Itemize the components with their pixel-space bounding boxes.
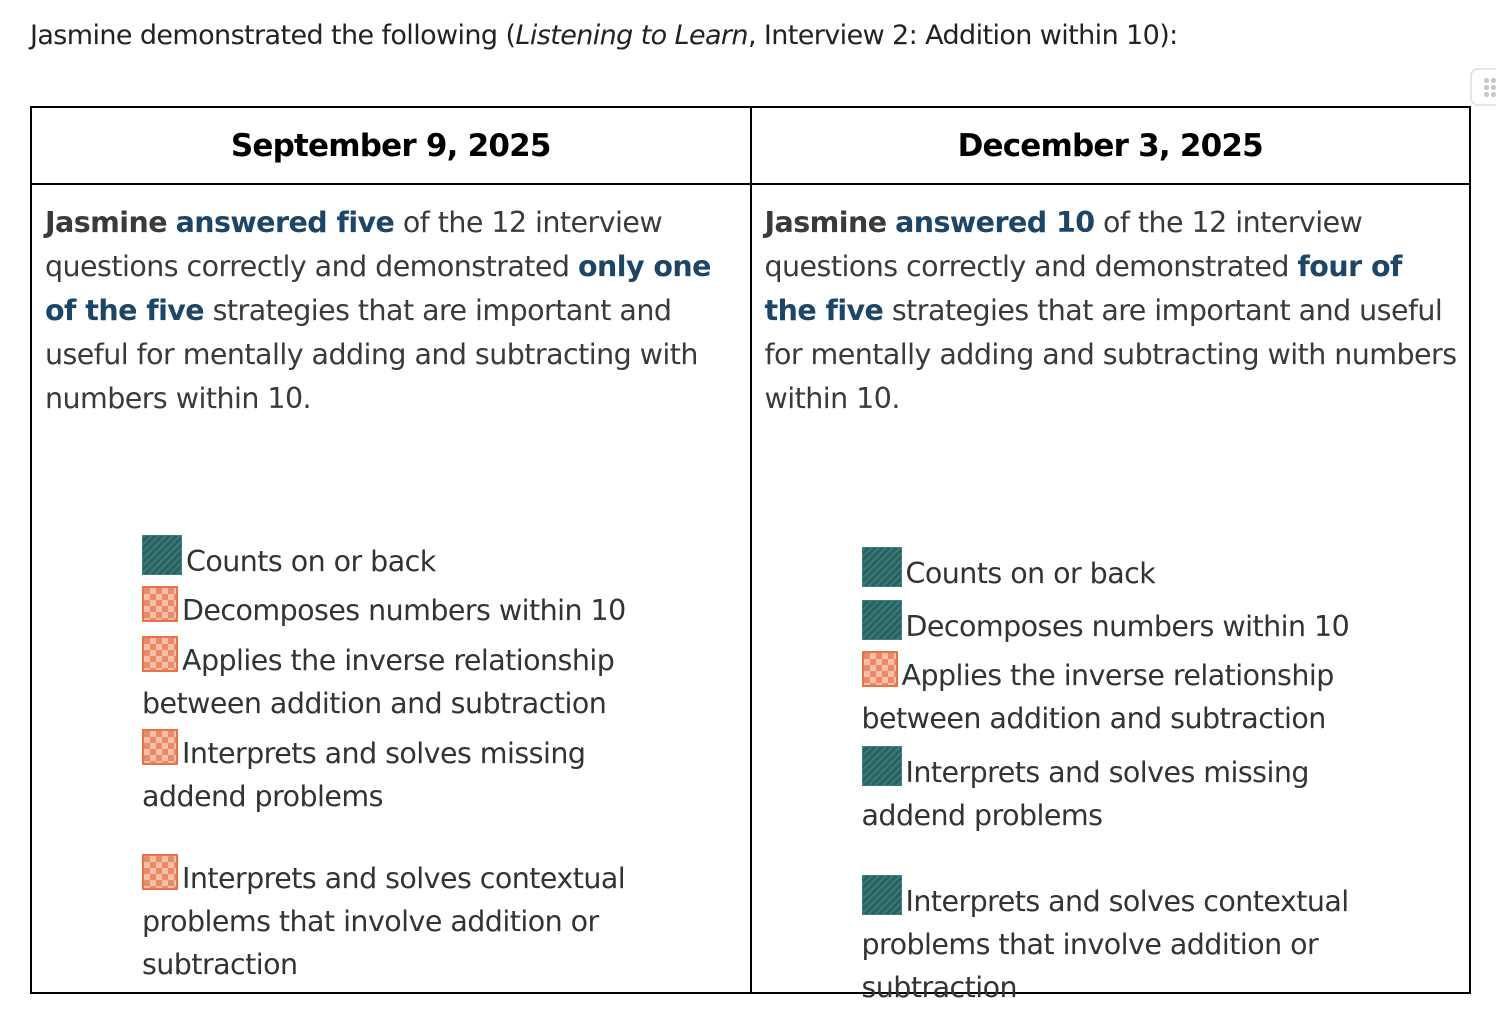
comparison-table bbox=[30, 106, 1471, 1004]
not-demonstrated-swatch-icon bbox=[862, 651, 898, 687]
column-header-september: September 9, 2025 bbox=[31, 107, 751, 184]
strategies-count: four of the five bbox=[764, 250, 1402, 327]
strategy-item bbox=[862, 547, 1450, 595]
demonstrated-swatch-icon bbox=[862, 746, 902, 786]
strategy-item bbox=[862, 651, 1410, 740]
summary-text: of the 12 interview questions correctly and demonstrated bbox=[764, 206, 1363, 283]
demonstrated-swatch-icon bbox=[862, 547, 902, 587]
not-demonstrated-swatch-icon bbox=[142, 636, 178, 672]
summary-paragraph bbox=[765, 201, 1458, 421]
summary-text: strategies that are important and useful for mentally adding and subtracting with numbers within 10. bbox=[45, 294, 698, 415]
strategy-label: Interprets and solves contextual problems that involve addition or subtraction bbox=[861, 885, 1349, 1004]
strategy-label: Decomposes numbers within 10 bbox=[182, 594, 626, 627]
column-header-december: December 3, 2025 bbox=[751, 107, 1471, 184]
strategy-label: Counts on or back bbox=[905, 557, 1156, 590]
strategy-label: Interprets and solves missing addend problems bbox=[861, 756, 1309, 832]
not-demonstrated-swatch-icon bbox=[142, 586, 178, 622]
strategy-item bbox=[142, 586, 730, 632]
grip-dots-icon bbox=[1483, 77, 1496, 99]
intro-prefix: Jasmine demonstrated the following ( bbox=[30, 20, 516, 51]
strategy-label: Applies the inverse relationship between addition and subtraction bbox=[861, 659, 1334, 735]
strategy-item bbox=[862, 746, 1380, 837]
strategy-item bbox=[142, 854, 700, 986]
summary-paragraph bbox=[45, 201, 738, 421]
strategy-label: Applies the inverse relationship between addition and subtraction bbox=[142, 644, 615, 720]
student-name: Jasmine bbox=[45, 206, 168, 239]
cell-december bbox=[751, 184, 1471, 1004]
strategies-count: only one of the five bbox=[45, 250, 711, 327]
cell-september bbox=[31, 184, 751, 993]
intro-suffix: , Interview 2: Addition within 10): bbox=[747, 20, 1178, 51]
strategy-item bbox=[862, 875, 1420, 1009]
strategy-label: Interprets and solves contextual problems that involve addition or subtraction bbox=[142, 862, 626, 981]
student-name: Jasmine bbox=[764, 206, 887, 239]
table-body-row bbox=[31, 184, 1470, 993]
answered-count: answered five bbox=[175, 206, 395, 239]
answered-count: answered 10 bbox=[895, 206, 1095, 239]
strategy-label: Interprets and solves missing addend problems bbox=[142, 737, 586, 813]
summary-text: of the 12 interview questions correctly and demonstrated bbox=[45, 206, 663, 283]
strategy-item bbox=[142, 636, 690, 725]
source-title: Listening to Learn bbox=[515, 20, 748, 51]
summary-text: strategies that are important and useful for mentally adding and subtracting with numbers within 10. bbox=[764, 294, 1457, 415]
not-demonstrated-swatch-icon bbox=[142, 729, 178, 765]
strategy-label: Counts on or back bbox=[186, 545, 436, 578]
strategy-item bbox=[142, 729, 660, 818]
demonstrated-swatch-icon bbox=[862, 875, 902, 915]
strategy-item bbox=[862, 600, 1450, 648]
strategy-label: Decomposes numbers within 10 bbox=[905, 610, 1350, 643]
demonstrated-swatch-icon bbox=[862, 600, 902, 640]
table-header-row bbox=[31, 107, 1470, 184]
drag-handle[interactable] bbox=[1470, 68, 1496, 106]
not-demonstrated-swatch-icon bbox=[142, 854, 178, 890]
strategy-item bbox=[142, 535, 730, 583]
intro-sentence bbox=[30, 16, 1178, 56]
demonstrated-swatch-icon bbox=[142, 535, 182, 575]
